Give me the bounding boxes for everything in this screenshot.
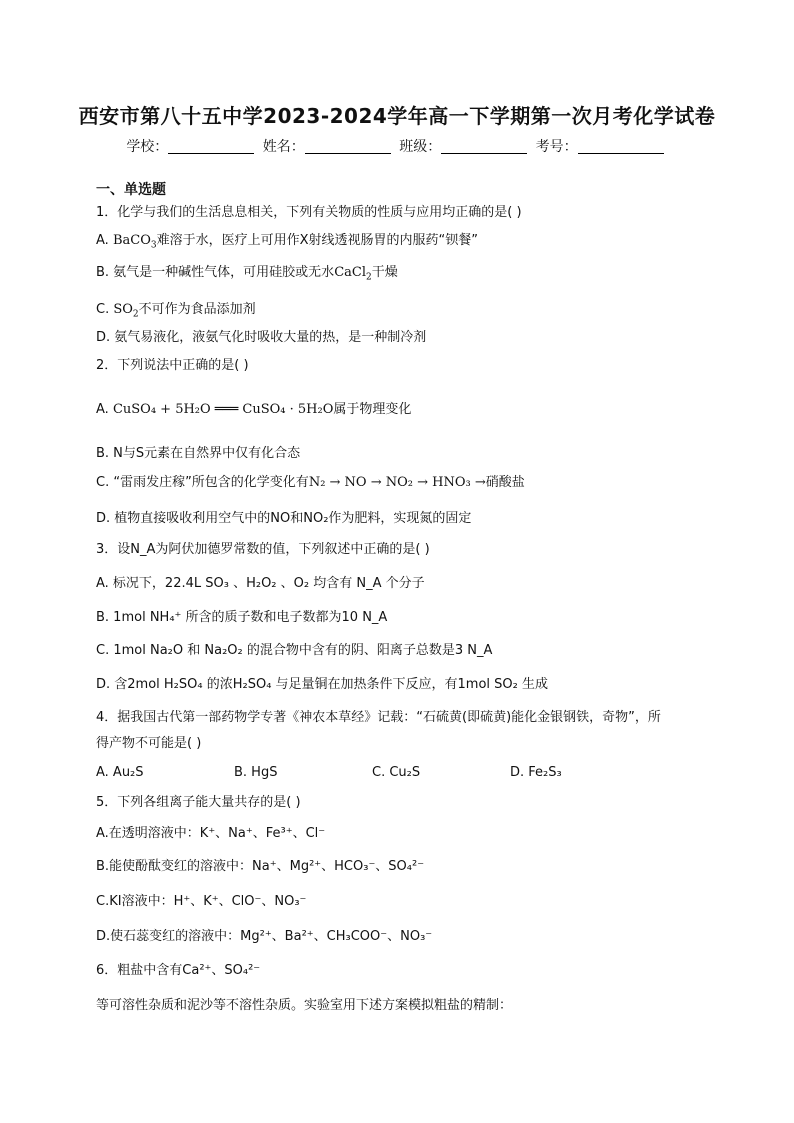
question-5-option-c: C.KI溶液中：H⁺、K⁺、ClO⁻、NO₃⁻	[96, 894, 307, 909]
name-blank[interactable]	[305, 139, 391, 154]
question-1-option-c: C. $SO_2$不可作为食品添加剂	[96, 302, 256, 320]
class-label: 班级：	[399, 139, 442, 155]
question-3-stem: 3．设N_A为阿伏加德罗常数的值，下列叙述中正确的是( )	[96, 542, 430, 557]
name-label: 姓名：	[262, 139, 305, 155]
school-label: 学校：	[126, 139, 169, 155]
class-blank[interactable]	[441, 139, 527, 154]
question-3-option-c: C. 1mol Na₂O 和 Na₂O₂ 的混合物中含有的阴、阳离子总数是3 N_A	[96, 643, 493, 658]
question-1-option-b: B. 氨气是一种碱性气体，可用硅胶或无水CaCl$_2$干燥	[96, 265, 398, 283]
question-4-stem-line2: 得产物不可能是( )	[96, 736, 202, 751]
question-4-option-b: B. HgS	[234, 765, 278, 780]
question-5-stem: 5．下列各组离子能大量共存的是( )	[96, 795, 301, 810]
exam-no-blank[interactable]	[578, 139, 664, 154]
exam-no-label: 考号：	[535, 139, 578, 155]
question-4-option-c: C. Cu₂S	[372, 765, 421, 780]
question-5-option-b: B.能使酚酞变红的溶液中：Na⁺、Mg²⁺、HCO₃⁻、SO₄²⁻	[96, 859, 425, 874]
question-6-continuation: 等可溶性杂质和泥沙等不溶性杂质。实验室用下述方案模拟粗盐的精制：	[96, 998, 513, 1013]
question-2-option-c: C. “雷雨发庄稼”所包含的化学变化有N₂ → NO → NO₂ → HNO₃ →硝酸盐	[96, 475, 525, 490]
question-4-options	[96, 763, 648, 783]
question-3-option-d: D. 含2mol H₂SO₄ 的浓H₂SO₄ 与足量铜在加热条件下反应，有1mol SO₂ 生成	[96, 677, 548, 692]
school-blank[interactable]	[168, 139, 254, 154]
question-4-option-d: D. Fe₂S₃	[510, 765, 562, 780]
question-1-option-d: D. 氨气易液化，液氨气化时吸收大量的热，是一种制冷剂	[96, 330, 427, 345]
student-info-row	[0, 136, 794, 156]
question-4-stem-line1: 4．据我国古代第一部药物学专著《神农本草经》记载：“石硫黄(即硫黄)能化金银钢铁，奇物”，所	[96, 710, 661, 725]
section-title: 一、单选题	[96, 182, 166, 198]
question-2-option-a: A. CuSO₄ + 5H₂O ═══ CuSO₄ · 5H₂O属于物理变化	[96, 402, 412, 417]
question-2-stem: 2．下列说法中正确的是( )	[96, 358, 249, 373]
question-4-option-a: A. Au₂S	[96, 765, 144, 780]
question-1-stem: 1．化学与我们的生活息息相关，下列有关物质的性质与应用均正确的是( )	[96, 205, 522, 220]
question-1-option-a: A. BaCO$_3$难溶于水，医疗上可用作X射线透视肠胃的内服药“钡餐”	[96, 233, 478, 251]
question-5-option-a: A.在透明溶液中：K⁺、Na⁺、Fe³⁺、Cl⁻	[96, 826, 326, 841]
exam-title: 西安市第八十五中学2023-2024学年高一下学期第一次月考化学试卷	[78, 104, 716, 128]
question-6-stem: 6．粗盐中含有Ca²⁺、SO₄²⁻	[96, 963, 261, 978]
question-3-option-a: A. 标况下，22.4L SO₃ 、H₂O₂ 、O₂ 均含有 N_A 个分子	[96, 576, 425, 591]
question-2-option-b: B. N与S元素在自然界中仅有化合态	[96, 446, 301, 461]
question-3-option-b: B. 1mol NH₄⁺ 所含的质子数和电子数都为10 N_A	[96, 610, 388, 625]
question-2-option-d: D. 植物直接吸收利用空气中的NO和NO₂作为肥料，实现氮的固定	[96, 511, 472, 526]
question-5-option-d: D.使石蕊变红的溶液中：Mg²⁺、Ba²⁺、CH₃COO⁻、NO₃⁻	[96, 929, 433, 944]
